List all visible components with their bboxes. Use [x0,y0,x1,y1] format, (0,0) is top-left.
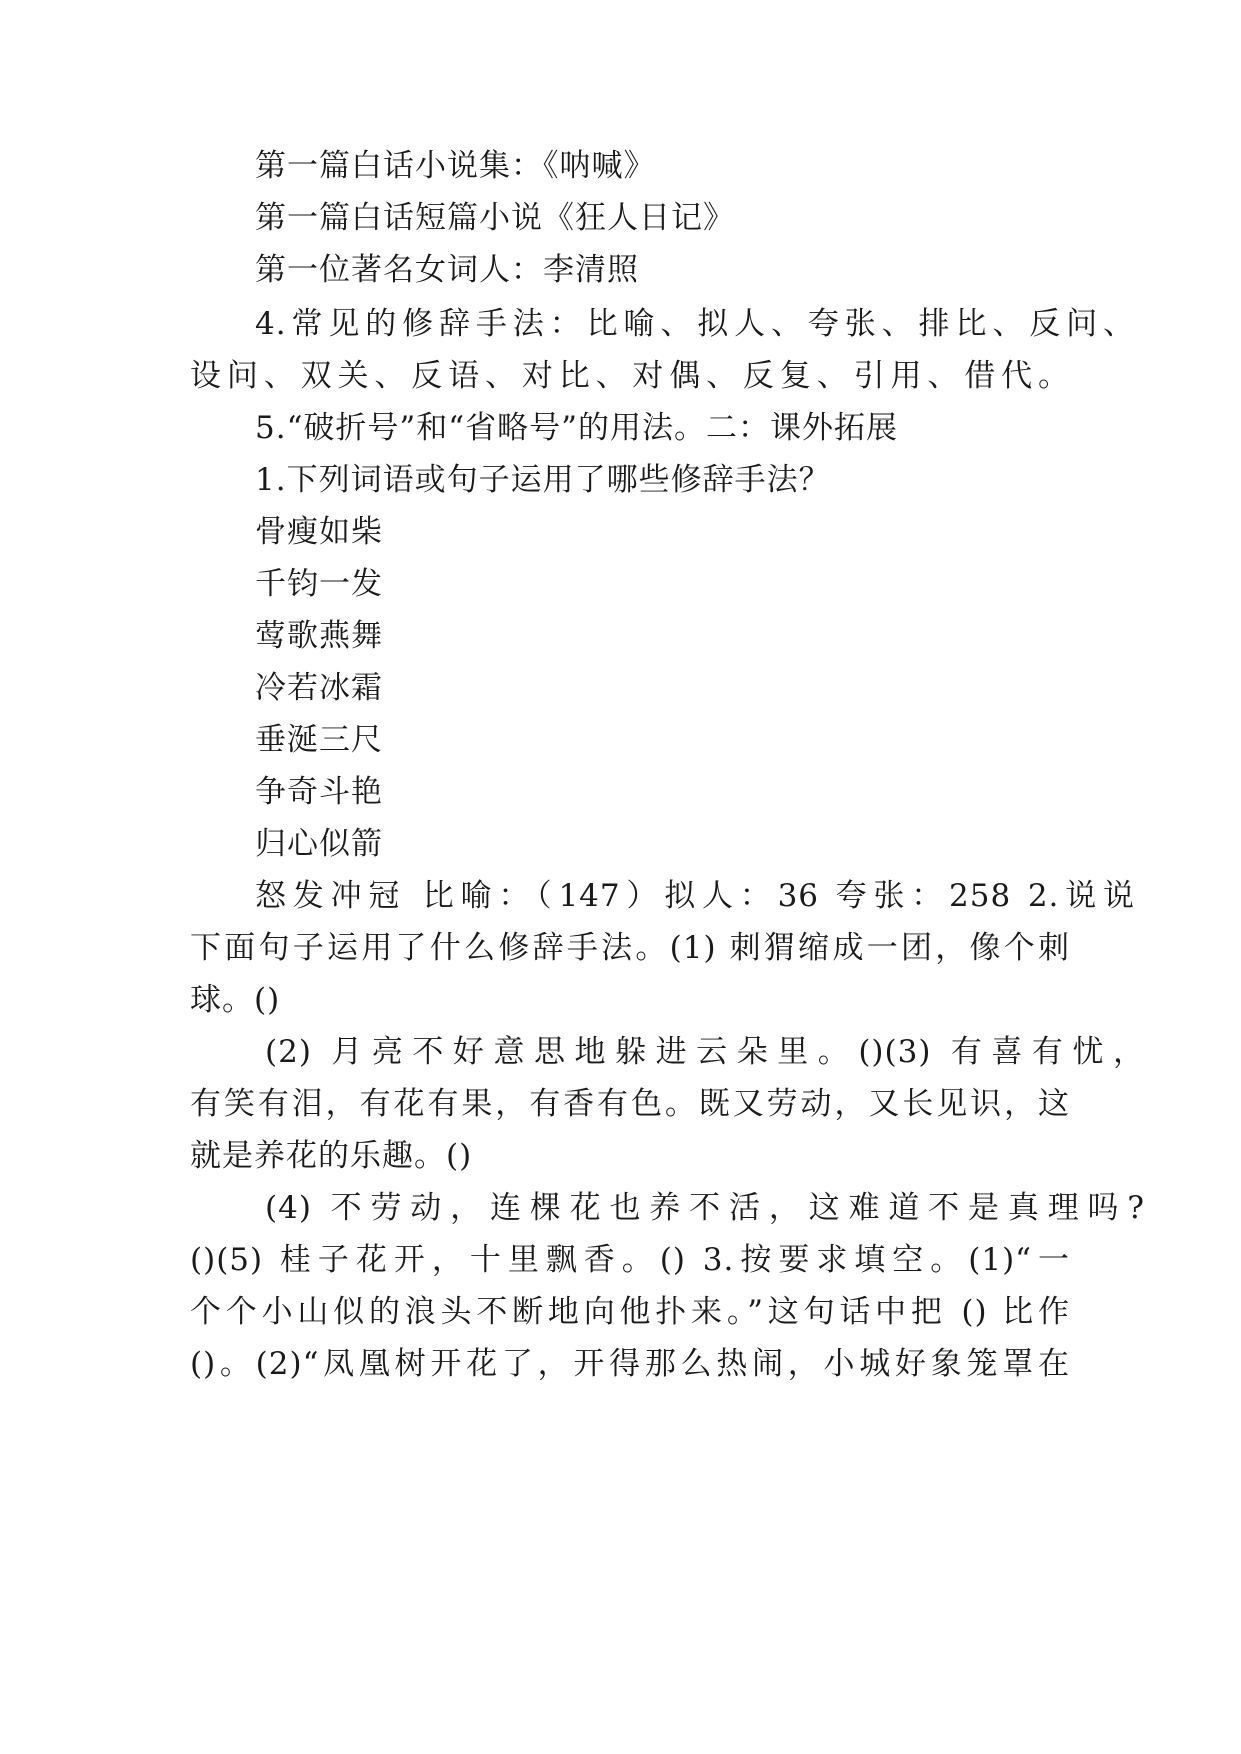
text-line: 莺歌燕舞 [255,618,383,654]
text-line: 5.“破折号”和“省略号”的用法。二：课外拓展 [255,410,898,446]
text-line: (4) 不劳动，连棵花也养不活，这难道不是真理吗? [265,1190,1145,1226]
text-line: 千钧一发 [255,566,383,602]
text-line: 个个小山似的浪头不断地向他扑来。”这句话中把 () 比作 [190,1294,1070,1330]
text-line: 归心似箭 [255,826,383,862]
text-line: 4.常见的修辞手法：比喻、拟人、夸张、排比、反问、 [255,306,1135,342]
text-line: 第一位著名女词人：李清照 [255,252,639,288]
text-line: 第一篇白话小说集：《呐喊》 [255,148,656,184]
text-line: 下面句子运用了什么修辞手法。(1) 刺猬缩成一团，像个刺 [190,930,1070,966]
text-line: 骨瘦如柴 [255,514,383,550]
text-line: (2) 月亮不好意思地躲进云朵里。()(3) 有喜有忧， [265,1034,1145,1070]
text-line: 垂涎三尺 [255,722,383,758]
text-line: ()。(2)“凤凰树开花了，开得那么热闹，小城好象笼罩在 [190,1346,1070,1382]
text-line: 有笑有泪，有花有果，有香有色。既又劳动，又长见识，这 [190,1086,1070,1122]
text-line: 怒发冲冠 比喻：（147）拟人：36 夸张：258 2.说说 [255,878,1135,914]
text-line: 1.下列词语或句子运用了哪些修辞手法？ [255,462,831,498]
text-line: 就是养花的乐趣。() [190,1138,473,1174]
text-line: 争奇斗艳 [255,774,383,810]
text-line: 设问、双关、反语、对比、对偶、反复、引用、借代。 [190,358,1070,394]
text-line: 球。() [190,982,281,1018]
text-line: ()(5) 桂子花开，十里飘香。() 3.按要求填空。(1)“一 [190,1242,1070,1278]
text-line: 冷若冰霜 [255,670,383,706]
text-line: 第一篇白话短篇小说《狂人日记》 [255,200,735,236]
